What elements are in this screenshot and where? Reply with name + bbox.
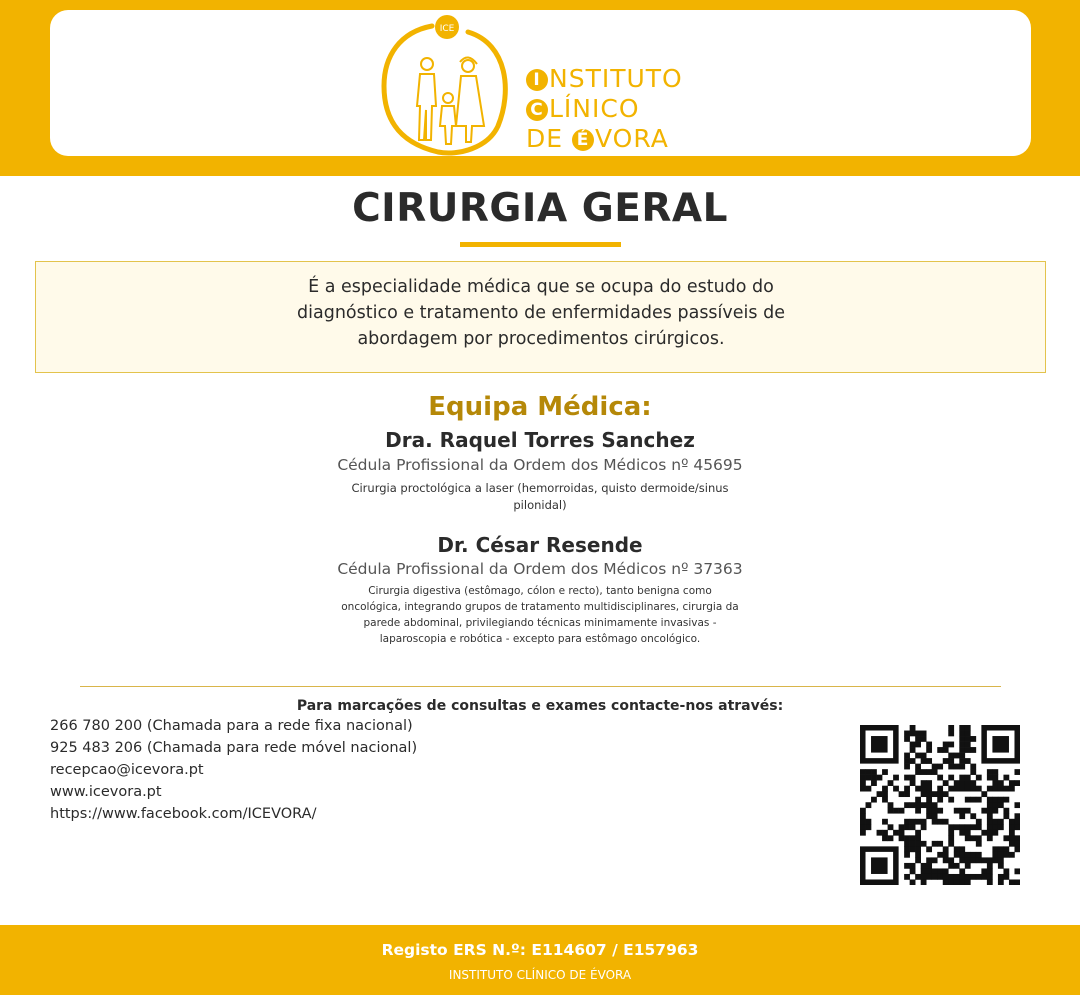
contact-phone-mobile[interactable]: 925 483 206 (Chamada para rede móvel nacional) — [50, 740, 418, 756]
description-box — [35, 261, 1046, 373]
page-title: CIRURGIA GERAL — [352, 186, 728, 231]
ice-logo-icon — [380, 14, 520, 156]
doctor-2-cedula: Cédula Profissional da Ordem dos Médicos nº 37363 — [337, 560, 743, 578]
doctor-1-name: Dra. Raquel Torres Sanchez — [385, 428, 695, 452]
logo-card — [50, 10, 1031, 156]
logo-initial-1: I — [526, 69, 548, 91]
logo-badge-text: ICE — [439, 24, 455, 34]
description-text: É a especialidade médica que se ocupa do estudo do diagnóstico e tratamento de enfermidades passíveis de abordagem por procedimentos cirúrgicos. — [297, 277, 785, 349]
header-band — [0, 0, 1080, 176]
logo-rest-2: LÍNICO — [549, 94, 640, 123]
footer-registration: Registo ERS N.º: E114607 / E157963 — [381, 941, 699, 959]
logo-prefix-3: DE — [526, 124, 572, 153]
contact-facebook[interactable]: https://www.facebook.com/ICEVORA/ — [50, 806, 317, 822]
logo-line-3 — [526, 124, 683, 154]
footer-institution-name: INSTITUTO CLÍNICO DE ÉVORA — [448, 968, 632, 982]
contact-list — [50, 715, 417, 825]
footer-band — [0, 925, 1080, 995]
logo-rest-1: NSTITUTO — [549, 64, 683, 93]
logo-line-2 — [526, 94, 683, 124]
logo-line-1 — [526, 64, 683, 94]
logo-initial-3: É — [572, 129, 594, 151]
doctor-1-cedula: Cédula Profissional da Ordem dos Médicos nº 45695 — [337, 456, 743, 474]
contact-website[interactable]: www.icevora.pt — [50, 784, 162, 800]
contact-divider — [80, 686, 1001, 687]
contact-email[interactable]: recepcao@icevora.pt — [50, 762, 204, 778]
doctor-2-name: Dr. César Resende — [437, 533, 643, 557]
logo-wordmark — [526, 64, 683, 154]
team-heading: Equipa Médica: — [428, 392, 652, 422]
contact-phone-landline[interactable]: 266 780 200 (Chamada para a rede fixa nacional) — [50, 718, 413, 734]
doctor-1-specialty: Cirurgia proctológica a laser (hemorroidas, quisto dermoide/sinus pilonidal) — [351, 481, 729, 512]
title-underline — [460, 242, 621, 247]
qr-code-icon[interactable] — [860, 725, 1020, 885]
doctor-2-specialty: Cirurgia digestiva (estômago, cólon e recto), tanto benigna como oncológica, integrando grupos de tratamento multidisciplinares, cirurgia da parede abdominal, privilegiando técnicas minimamente invasivas - laparoscopia e robótica - excepto para estômago oncológico. — [341, 585, 739, 645]
logo-initial-2: C — [526, 99, 548, 121]
logo-rest-3: VORA — [595, 124, 669, 153]
contact-heading: Para marcações de consultas e exames contacte-nos através: — [296, 698, 784, 714]
